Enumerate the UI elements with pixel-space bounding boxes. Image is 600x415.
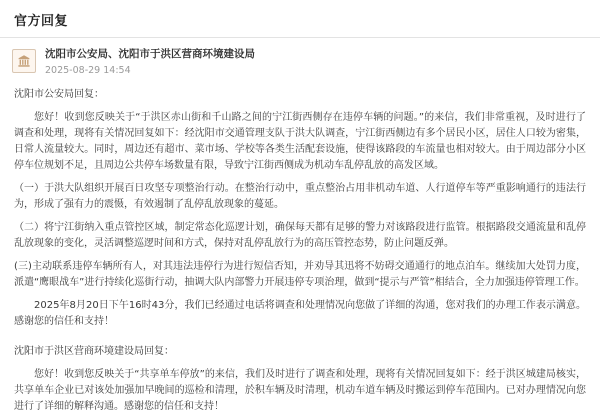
- reply-one-heading: 沈阳市公安局回复：: [14, 89, 104, 100]
- spacer: [14, 213, 586, 220]
- reply-one-paragraph-5: 2025年8月20日下午16时43分，我们已经通过电话将调查和处理情况向您做了详细的沟通，您对我们的办理工作表示满意。感谢您的信任和支持！: [14, 300, 586, 327]
- reply-one-section: [14, 87, 586, 330]
- reply-date: 2025-08-29 14:54: [45, 65, 131, 76]
- reply-header-texts: [45, 47, 255, 78]
- reply-two-heading: 沈阳市于洪区营商环境建设局回复：: [14, 346, 174, 357]
- reply-header: [0, 38, 600, 78]
- spacer: [14, 360, 586, 367]
- spacer: [14, 291, 586, 298]
- spacer: [14, 252, 586, 259]
- reply-one-paragraph-4: (三)主动联系违停车辆所有人，对其违法违停行为进行短信否知，并劝导其迅将不妨碍交通通行的地点泊车。继续加大处罚力度，派遣“鹰眼战车”进行持续化巡街行动，抽调大队内部警力开展违停专项治理，做到“提示与严管”相结合，全力加强违停管理工作。: [14, 261, 586, 288]
- reply-one-paragraph-2: （一）于洪大队组织开展百日攻坚专项整治行动。在整治行动中，重点整治占用非机动车道、人行道停车等严重影响通行的违法行为，形成了强有力的震慑，有效遏制了乱停乱放现象的蔓延。: [14, 183, 586, 210]
- page-title: 官方回复: [14, 14, 69, 29]
- organization-names: 沈阳市公安局、沈阳市于洪区营商环境建设局: [45, 48, 255, 60]
- reply-two-section: [14, 344, 586, 415]
- reply-one-paragraph-1: 您好！收到您反映关于“于洪区赤山街和千山路之间的宁江街西侧存在违停车辆的问题。”的来信，我们非常重视，及时进行了调查和处理，现将有关情况回复如下：经沈阳市交通管理支队于洪大队调查，宁江街西侧边有多个居民小区，居住人口较为密集，日常人流量较大。同时，周边还有超市、菜市场、学校等各类生活配套设施，使得该路段的车流量也相对较大。由于周边部分小区停车位规划不足，且周边公共停车场数量有限，导致宁江街西侧成为机动车乱停乱放的高发区域。: [14, 112, 586, 171]
- spacer: [14, 103, 586, 110]
- reply-two-paragraph-1: 您好！收到您反映关于“共享单车停放”的来信，我们及时进行了调查和处理，现将有关情况回复如下：经于洪区城建局核实，共享单车企业已对该处加强加早晚间的巡检和清理，於积车辆及时清理，机动车道车辆及时搬运到停车范围内。已对办理情况向您进行了详细的解释沟通。感谢您的信任和支持！: [14, 369, 586, 412]
- institution-icon: [12, 49, 36, 73]
- reply-body: [0, 87, 600, 415]
- reply-one-paragraph-3: （二）将宁江街纳入重点管控区域，制定常态化巡逻计划，确保每天都有足够的警力对该路段进行监管。根据路段交通流量和乱停乱放现象的变化，灵活调整巡逻时间和方式，保持对乱停乱放行为的高压管控态势，防止问题反弹。: [14, 222, 586, 249]
- spacer: [14, 174, 586, 181]
